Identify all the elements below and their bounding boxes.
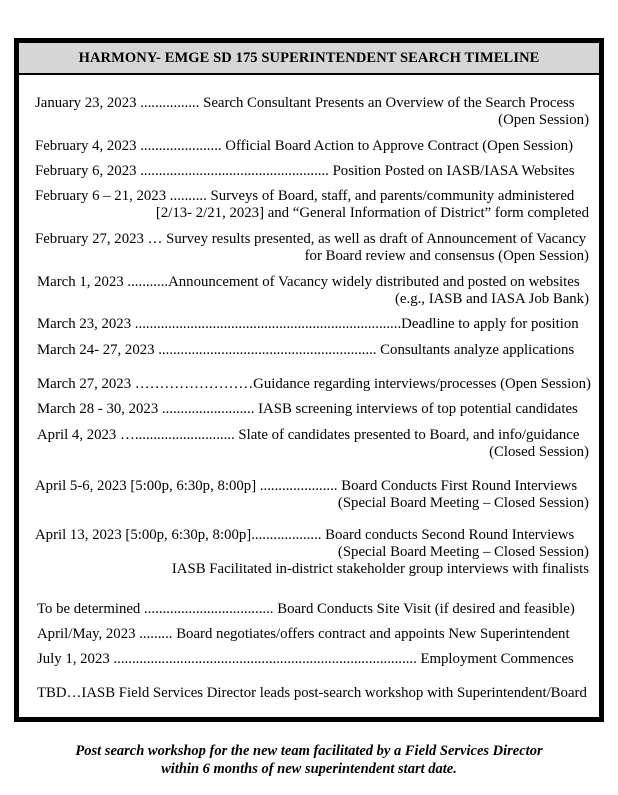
page-title: HARMONY- EMGE SD 175 SUPERINTENDENT SEARCH TIMELINE <box>19 43 599 75</box>
timeline-entry-apr5-6-note: (Special Board Meeting – Closed Session) <box>337 495 589 511</box>
footer-line-1: Post search workshop for the new team facilitated by a Field Services Director <box>75 743 543 759</box>
footer-line-2: within 6 months of new superintendent start date. <box>161 761 457 777</box>
timeline-entry-tbd-site: To be determined ................................... Board Conducts Site Visit (if desired and feasible) <box>37 601 575 617</box>
timeline-entry-jan23-note: (Open Session) <box>498 112 589 128</box>
timeline-entry-mar1: March 1, 2023 ...........Announcement of Vacancy widely distributed and posted on websites <box>37 274 580 290</box>
timeline-entry-mar24-27: March 24- 27, 2023 ........................................................... Consultants analyze applications <box>37 342 575 358</box>
timeline-entry-apr13-note: (Special Board Meeting – Closed Session) <box>337 544 589 560</box>
timeline-entry-jan23: January 23, 2023 ................ Search Consultant Presents an Overview of the Search Process <box>35 95 575 111</box>
timeline-entry-mar27: March 27, 2023 ……………………Guidance regarding interviews/processes (Open Session) <box>37 376 591 392</box>
timeline-entry-mar23: March 23, 2023 ........................................................................Deadline to apply for position <box>37 316 579 332</box>
timeline-entry-apr4: April 4, 2023 …........................... Slate of candidates presented to Board, and info/guidance <box>37 427 580 443</box>
timeline-entry-feb4: February 4, 2023 ...................... Official Board Action to Approve Contract (Open Session) <box>35 138 574 154</box>
timeline-entry-mar28-30: March 28 - 30, 2023 ......................... IASB screening interviews of top potential candidates <box>37 401 578 417</box>
timeline-entry-apr-may: April/May, 2023 ......... Board negotiates/offers contract and appoints New Superintendent <box>37 626 570 642</box>
timeline-entry-feb27-note: for Board review and consensus (Open Session) <box>304 248 589 264</box>
timeline-entry-mar1-note: (e.g., IASB and IASA Job Bank) <box>395 291 589 307</box>
timeline-entry-apr13-iasb: IASB Facilitated in-district stakeholder group interviews with finalists <box>171 561 589 577</box>
timeline-entry-feb6-21-note: [2/13- 2/21, 2023] and “General Information of District” form completed <box>155 205 589 221</box>
timeline-entry-apr5-6: April 5-6, 2023 [5:00p, 6:30p, 8:00p] ..................... Board Conducts First Round Interviews <box>35 478 578 494</box>
timeline-entry-tbd-workshop: TBD…IASB Field Services Director leads post-search workshop with Superintendent/Board <box>37 685 587 701</box>
timeline-entry-feb6-21: February 6 – 21, 2023 .......... Surveys of Board, staff, and parents/community administered <box>35 188 575 204</box>
timeline-box <box>14 38 604 722</box>
timeline-entry-jul1: July 1, 2023 .................................................................................. Employment Commences <box>37 651 574 667</box>
timeline-entry-feb6: February 6, 2023 ................................................... Position Posted on IASB/IASA Websites <box>35 163 575 179</box>
timeline-entry-apr13: April 13, 2023 [5:00p, 6:30p, 8:00p]................... Board conducts Second Round Interviews <box>35 527 575 543</box>
timeline-entry-feb27: February 27, 2023 … Survey results presented, as well as draft of Announcement of Vacancy <box>35 231 587 247</box>
timeline-entry-apr4-note: (Closed Session) <box>489 444 589 460</box>
footer-note <box>0 742 618 778</box>
